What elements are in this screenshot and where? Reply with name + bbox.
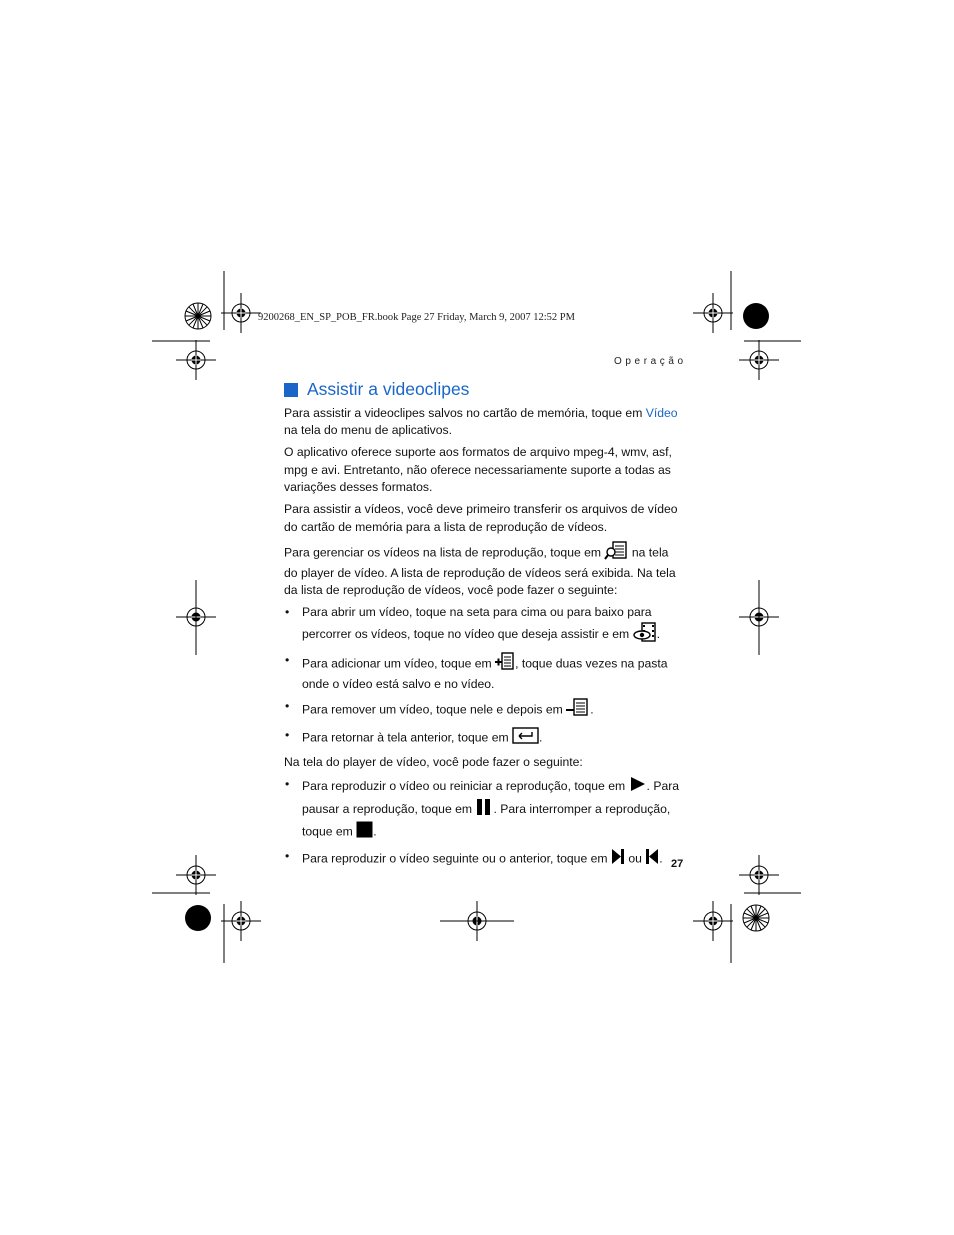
list-item: • Para adicionar um vídeo, toque em , toque duas vezes na pasta onde o vídeo está salvo e no vídeo. bbox=[284, 652, 684, 694]
book-info-line: 9200268_EN_SP_POB_FR.book Page 27 Friday, March 9, 2007 12:52 PM bbox=[258, 312, 575, 323]
list-item: • Para retornar à tela anterior, toque em . bbox=[284, 727, 684, 749]
play-icon[interactable] bbox=[629, 776, 647, 797]
playlist-search-icon[interactable] bbox=[604, 541, 628, 565]
paragraph-transfer: Para assistir a vídeos, você deve primeiro transferir os arquivos de vídeo do cartão de memória para a lista de reprodução de vídeos. bbox=[284, 502, 678, 534]
film-view-icon[interactable] bbox=[633, 622, 657, 647]
section-heading bbox=[284, 379, 469, 400]
previous-track-icon[interactable] bbox=[645, 848, 659, 870]
player-actions-list bbox=[284, 776, 684, 870]
list-item: • Para reproduzir o vídeo ou reiniciar a reprodução, toque em . Para pausar a reprodução, toque em . Para interromper a reprodução, toque em . bbox=[284, 776, 684, 843]
heading-square-marker bbox=[284, 383, 298, 397]
remove-from-playlist-icon[interactable] bbox=[566, 698, 590, 722]
section-body bbox=[284, 405, 684, 875]
list-item: • Para reproduzir o vídeo seguinte ou o anterior, toque em ou . bbox=[284, 848, 684, 870]
list-item: • Para abrir um vídeo, toque na seta para cima ou para baixo para percorrer os vídeos, toque no vídeo que deseja assistir e em . bbox=[284, 604, 684, 647]
video-menu-link[interactable]: Vídeo bbox=[645, 406, 678, 420]
stop-icon[interactable] bbox=[356, 821, 373, 843]
add-to-playlist-icon[interactable] bbox=[495, 652, 515, 676]
paragraph-playlist: Para gerenciar os vídeos na lista de reprodução, toque em na tela do player de vídeo. A lista de reprodução de vídeos será exibida. Na tela da lista de reprodução de vídeos, você pode fazer o seguinte: bbox=[284, 541, 684, 600]
playlist-actions-list bbox=[284, 604, 684, 749]
list-item: • Para remover um vídeo, toque nele e depois em . bbox=[284, 698, 684, 722]
section-title: Assistir a videoclipes bbox=[307, 379, 470, 399]
paragraph-intro: Para assistir a videoclipes salvos no cartão de memória, toque em Vídeo na tela do menu de aplicativos. bbox=[284, 406, 678, 438]
running-head: Operação bbox=[614, 356, 687, 367]
next-track-icon[interactable] bbox=[611, 848, 625, 870]
paragraph-player: Na tela do player de vídeo, você pode fazer o seguinte: bbox=[284, 755, 583, 770]
back-arrow-icon[interactable] bbox=[512, 727, 539, 749]
page-number: 27 bbox=[671, 858, 684, 870]
pause-icon[interactable] bbox=[475, 798, 493, 821]
paragraph-formats: O aplicativo oferece suporte aos formatos de arquivo mpeg-4, wmv, asf, mpg e avi. Entretanto, não oferece necessariamente suporte a todas as variações desses formatos. bbox=[284, 445, 672, 495]
